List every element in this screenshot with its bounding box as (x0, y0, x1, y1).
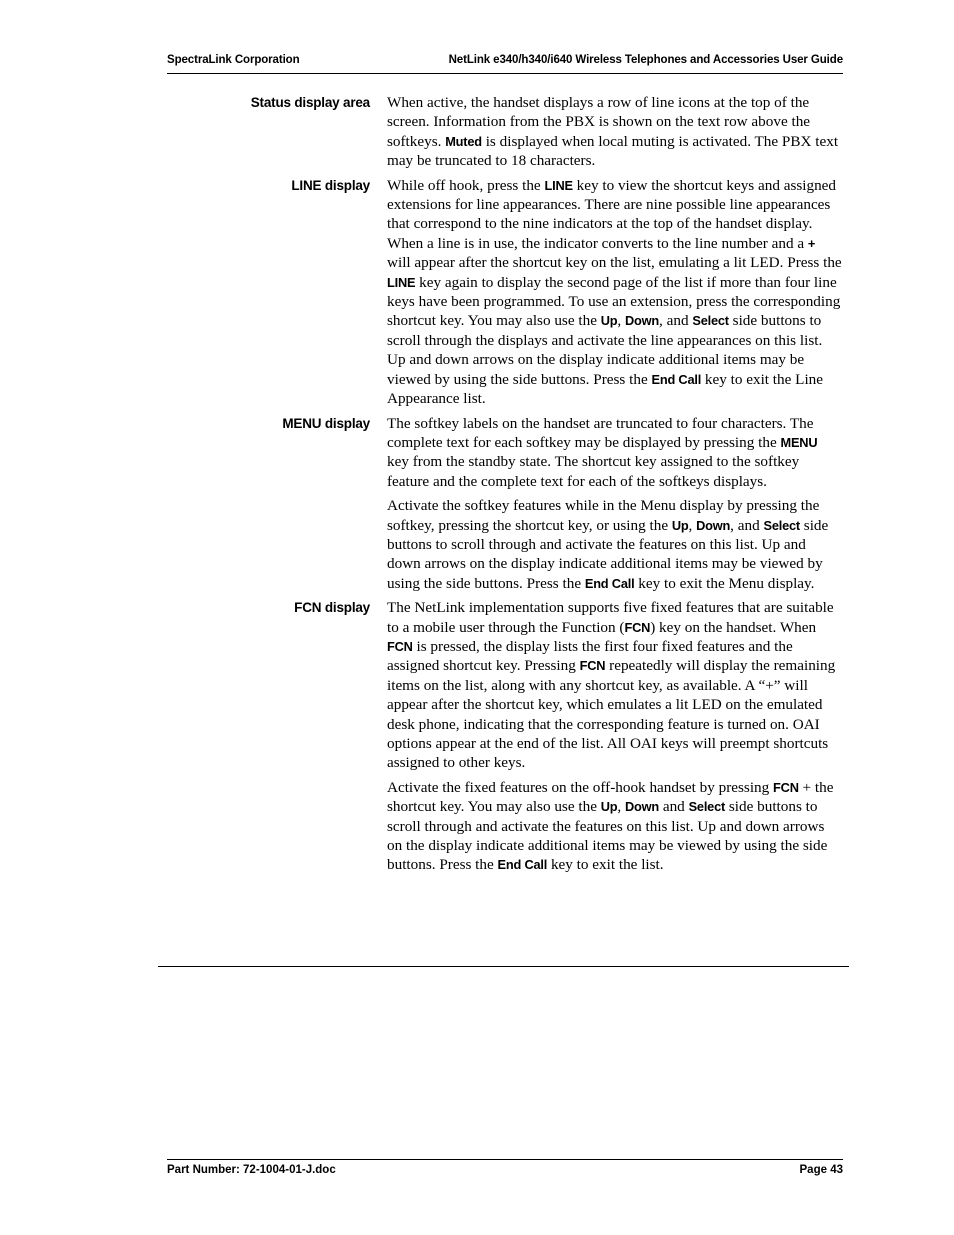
key-name: FCN (387, 638, 413, 654)
document-body (160, 93, 849, 880)
section-body (387, 93, 842, 176)
header-document-title: NetLink e340/h340/i640 Wireless Telephones and Accessories User Guide (448, 54, 843, 66)
page-header (167, 54, 843, 74)
text-run: side buttons to scroll through the displays and activate the line appearances on this list. Up and down arrows on the display indicate additional items may be viewed by using the side buttons. Press the (387, 312, 823, 388)
text-run: , (617, 798, 625, 816)
text-run: key to exit the list. (547, 856, 664, 874)
key-name: + (807, 235, 816, 251)
text-run: When active, the handset displays a row of line icons at the top of the screen. Information from the PBX is shown on the text row above the softkeys. (387, 94, 811, 150)
key-name: MENU (780, 434, 818, 450)
text-run: key again to display the second page of the list if more than four line keys have been programmed. To use an extension, press the corresponding shortcut key. You may also use the (387, 273, 841, 330)
text-run: repeatedly will display the remaining items on the list, along with any shortcut key, as available. A “+” will appear after the shortcut key, which emulates a lit LED on the emulated desk phone, indicating that the corresponding feature is turned on. OAI options appear at the end of the list. All OAI keys will preempt shortcuts assigned to other keys. (387, 657, 836, 772)
text-run: + the shortcut key. You may also use the (387, 778, 834, 816)
key-name: End Call (497, 857, 548, 873)
page-footer (167, 1159, 843, 1176)
key-name: Down (696, 517, 731, 533)
key-name: Down (625, 313, 660, 329)
section-end-rule (158, 966, 849, 967)
section-label: Status display area (250, 95, 370, 110)
section-row (160, 598, 849, 880)
key-name: FCN (624, 619, 651, 635)
text-run: While off hook, press the (387, 176, 545, 194)
text-run: , and (730, 516, 764, 534)
text-run: , (688, 516, 697, 534)
text-run: The NetLink implementation supports five fixed features that are suitable to a mobile user through the Function ( (387, 599, 834, 636)
key-name: FCN (579, 658, 606, 674)
text-run: Activate the softkey features while in the Menu display by pressing the softkey, pressing the shortcut key, or using the (387, 497, 820, 534)
text-run: key to exit the Menu display. (634, 574, 815, 592)
section-label: LINE display (291, 177, 370, 193)
body-paragraph (387, 93, 842, 171)
section-body (387, 414, 842, 599)
key-name: Up (671, 517, 689, 533)
text-run: , and (659, 312, 693, 330)
section-body (387, 176, 842, 414)
header-company: SpectraLink Corporation (167, 54, 300, 66)
key-name: Up (600, 313, 618, 329)
text-run: Activate the fixed features on the off-hook handset by pressing (387, 778, 774, 796)
body-paragraph (387, 496, 842, 593)
key-name: Select (688, 799, 726, 815)
body-paragraph (387, 176, 842, 409)
key-name: FCN (773, 779, 799, 795)
section-label: FCN display (294, 600, 370, 616)
key-name: LINE (387, 274, 416, 290)
text-run: is pressed, the display lists the first four fixed features and the assigned shortcut key. Pressing (387, 637, 793, 675)
key-name: Select (763, 517, 800, 533)
text-run: ) key on the handset. When (650, 618, 817, 636)
text-run: key to exit the Line Appearance list. (387, 370, 823, 408)
text-run: key to view the shortcut keys and assigned extensions for line appearances. There are nine possible line appearances that correspond to the nine indicators at the top of the handset display. When a line is in use, the indicator converts to the line number and a (387, 176, 837, 252)
key-name: LINE (544, 177, 573, 193)
body-paragraph (387, 598, 842, 773)
text-run: key from the standby state. The shortcut key assigned to the softkey feature and the complete text for each of the softkeys displays. (387, 453, 800, 490)
section-label: MENU display (282, 415, 370, 431)
text-run: The softkey labels on the handset are truncated to four characters. The complete text for each softkey may be displayed by pressing the (387, 414, 814, 451)
footer-part-number: Part Number: 72-1004-01-J.doc (167, 1164, 336, 1176)
section-row (160, 414, 849, 599)
text-run: will appear after the shortcut key on the list, emulating a lit LED. Press the (387, 254, 842, 272)
section-row (160, 93, 849, 176)
body-paragraph (387, 414, 842, 492)
text-run: and (659, 798, 689, 816)
footer-page-number: Page 43 (799, 1164, 843, 1176)
key-name: Up (600, 799, 618, 815)
text-run: side buttons to scroll through and activate the features on this list. Up and down arrows on the display indicate additional items may be viewed by using the side buttons. Press the (387, 516, 829, 592)
key-name: Muted (445, 133, 482, 149)
key-name: Select (692, 313, 729, 329)
text-run: , (617, 312, 625, 330)
text-run: side buttons to scroll through and activate the features on this list. Up and down arrows on the display indicate additional items may be viewed by using the side buttons. Press the (387, 798, 828, 874)
key-name: Down (625, 799, 660, 815)
text-run: is displayed when local muting is activated. The PBX text may be truncated to 18 characters. (387, 132, 839, 170)
section-body (387, 598, 842, 880)
key-name: End Call (584, 575, 635, 591)
body-paragraph (387, 778, 842, 875)
key-name: End Call (651, 371, 702, 387)
section-row (160, 176, 849, 414)
